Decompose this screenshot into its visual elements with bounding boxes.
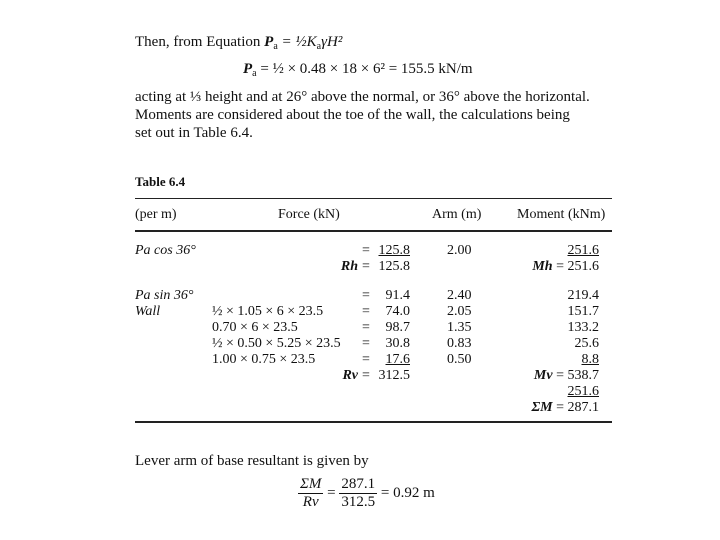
intro-line-5: set out in Table 6.4. — [135, 125, 253, 141]
arm-value: 1.35 — [447, 320, 472, 335]
moment-value: ΣM = 287.1 — [531, 400, 599, 415]
moment-value: 251.6 — [567, 384, 599, 399]
intro-equation-2: $P_a$ = ½ × 0.48 × 18 × 6² = 155.5 kN/m — [243, 61, 473, 79]
force-equals: = — [362, 336, 370, 351]
moment-value: 8.8 — [581, 352, 599, 367]
table-bottom-rule — [135, 421, 612, 423]
text: Then, from Equation — [135, 34, 261, 50]
moment-value: 133.2 — [567, 320, 599, 335]
force-expression: ½ × 1.05 × 6 × 23.5 — [212, 304, 324, 319]
row-label: Pa cos 36° — [135, 243, 196, 258]
moment-value: Mv = 538.7 — [533, 368, 599, 383]
row-label: Wall — [135, 304, 161, 319]
force-equals: = — [362, 259, 370, 274]
intro-line-4: Moments are considered about the toe of the wall, the calculations being — [135, 107, 570, 123]
force-value: 30.8 — [385, 336, 410, 351]
equation-pa: $P_a$ = $\frac{1}{2}K_a\gamma H^2$ — [264, 34, 343, 52]
arm-value: 2.40 — [447, 288, 472, 303]
arm-value: 2.00 — [447, 243, 472, 258]
header-force: Force (kN) — [278, 207, 340, 222]
force-expression: 0.70 × 6 × 23.5 — [212, 320, 298, 335]
force-value: 125.8 — [378, 243, 410, 258]
force-value: 98.7 — [385, 320, 410, 335]
arm-value: 2.05 — [447, 304, 472, 319]
header-moment: Moment (kNm) — [517, 207, 606, 222]
force-equals: = — [362, 352, 370, 367]
force-equals: = — [362, 288, 370, 303]
force-equals: = — [362, 304, 370, 319]
force-symbol: Rv — [342, 368, 358, 383]
intro-line-1 — [135, 34, 342, 52]
moment-value: 219.4 — [567, 288, 599, 303]
moment-value: Mh = 251.6 — [532, 259, 599, 274]
table-title: Table 6.4 — [135, 174, 186, 189]
header-arm: Arm (m) — [432, 207, 482, 222]
table-header-rule — [135, 230, 612, 232]
row-label: Pa sin 36° — [135, 288, 194, 303]
arm-value: 0.50 — [447, 352, 472, 367]
moment-value: 151.7 — [567, 304, 599, 319]
force-value: 74.0 — [385, 304, 410, 319]
force-value: 17.6 — [385, 352, 410, 367]
moment-value: 25.6 — [574, 336, 599, 351]
force-value: 125.8 — [378, 259, 410, 274]
force-expression: 1.00 × 0.75 × 23.5 — [212, 352, 316, 367]
header-per-m: (per m) — [135, 207, 177, 222]
force-equals: = — [362, 368, 370, 383]
arm-value: 0.83 — [447, 336, 472, 351]
force-value: 312.5 — [378, 368, 410, 383]
force-value: 91.4 — [385, 288, 410, 303]
force-expression: ½ × 0.50 × 5.25 × 23.5 — [212, 336, 341, 351]
force-symbol: Rh — [340, 259, 358, 274]
lever-arm-equation: $\frac{\Sigma M}{Rv}$ = $\frac{287.1}{312.5}$ = 0.92 m — [300, 476, 435, 510]
conclusion-text: Lever arm of base resultant is given by — [135, 453, 369, 469]
force-equals: = — [362, 243, 370, 258]
table-top-rule — [135, 198, 612, 199]
moment-value: 251.6 — [567, 243, 599, 258]
force-equals: = — [362, 320, 370, 335]
intro-line-3: acting at ⅓ height and at 26° above the normal, or 36° above the horizontal. — [135, 89, 590, 105]
